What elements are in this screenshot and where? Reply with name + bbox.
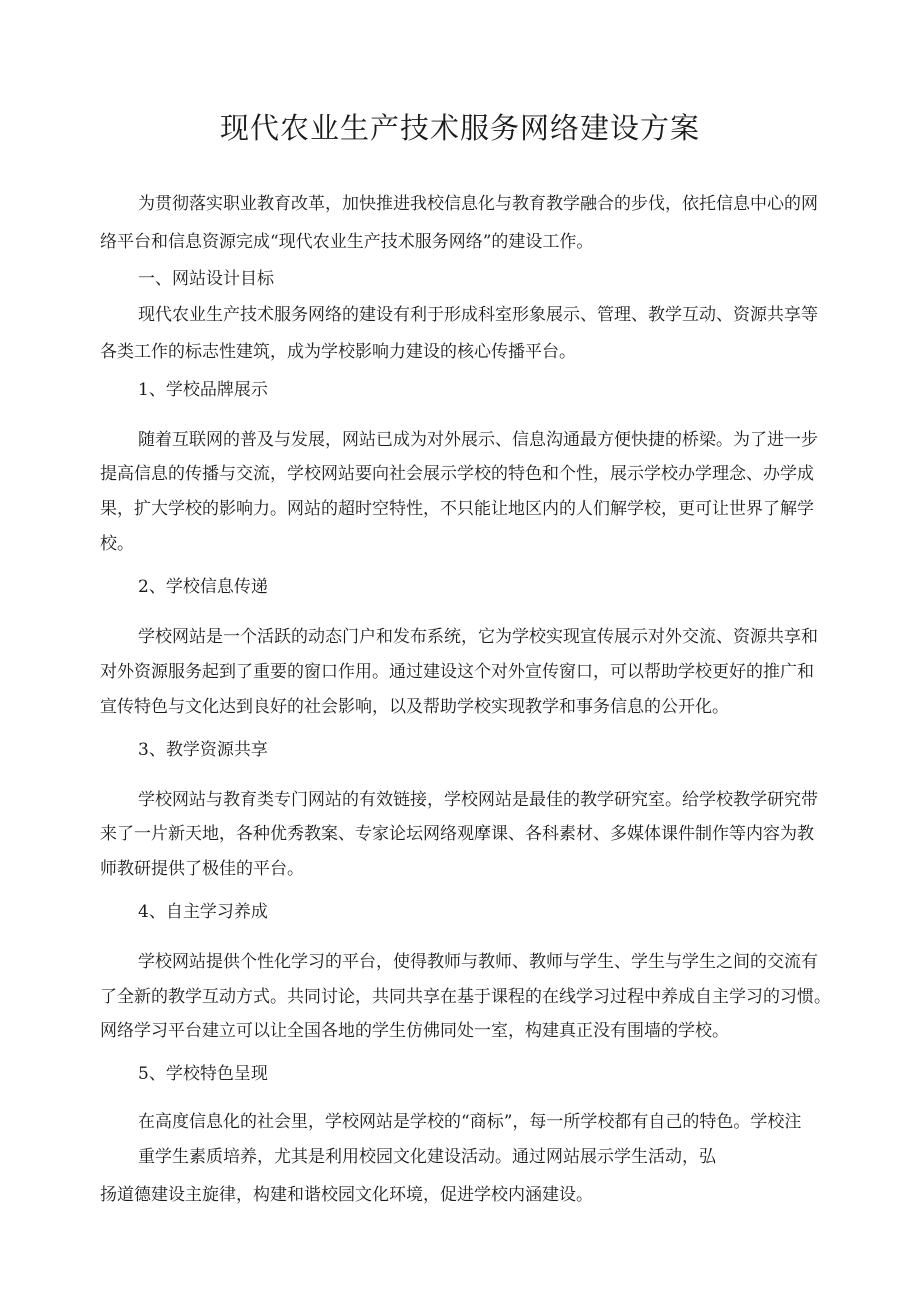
paragraph-line: 了全新的教学互动方式。共同讨论，共同共享在基于课程的在线学习过程中养成自主学习的习惯。 (100, 987, 831, 1007)
paragraph-line: 学校网站是一个活跃的动态门户和发布系统，它为学校实现宣传展示对外交流、资源共享和 (138, 627, 818, 647)
paragraph-line: 扬道德建设主旋律，构建和谐校园文化环境，促进学校内涵建设。 (100, 1185, 593, 1205)
paragraph-line: 学校网站与教育类专门网站的有效链接，学校网站是最佳的教学研究室。给学校教学研究带 (138, 790, 818, 810)
section-heading: 3、教学资源共享 (138, 740, 268, 760)
paragraph-line: 现代农业生产技术服务网络的建设有利于形成科室形象展示、管理、教学互动、资源共享等 (138, 305, 818, 325)
paragraph-line: 重学生素质培养，尤其是利用校园文化建设活动。通过网站展示学生活动，弘 (138, 1147, 716, 1167)
paragraph-line: 提高信息的传播与交流，学校网站要向社会展示学校的特色和个性，展示学校办学理念、办学成 (100, 464, 814, 484)
section-heading: 1、学校品牌展示 (138, 380, 268, 400)
paragraph-line: 宣传特色与文化达到良好的社会影响，以及帮助学校实现教学和事务信息的公开化。 (100, 697, 729, 717)
paragraph-line: 师教研提供了极佳的平台。 (100, 859, 304, 879)
paragraph-line: 络平台和信息资源完成“现代农业生产技术服务网络”的建设工作。 (100, 232, 594, 252)
section-heading: 5、学校特色呈现 (138, 1064, 268, 1084)
section-heading: 4、自主学习养成 (138, 902, 268, 922)
paragraph-line: 各类工作的标志性建筑，成为学校影响力建设的核心传播平台。 (100, 342, 576, 362)
paragraph-line: 学校网站提供个性化学习的平台，使得教师与教师、教师与学生、学生与学生之间的交流有 (138, 952, 818, 972)
paragraph-line: 为贯彻落实职业教育改革，加快推进我校信息化与教育教学融合的步伐，依托信息中心的网 (138, 194, 818, 214)
paragraph-line: 来了一片新天地，各种优秀教案、专家论坛网络观摩课、各科素材、多媒体课件制作等内容为教 (100, 824, 814, 844)
paragraph-line: 网络学习平台建立可以让全国各地的学生仿佛同处一室，构建真正没有围墙的学校。 (100, 1021, 729, 1041)
section-heading: 2、学校信息传递 (138, 577, 268, 597)
paragraph-line: 果，扩大学校的影响力。网站的超时空特性，不只能让地区内的人们解学校，更可让世界了解学 (100, 499, 814, 519)
section-heading: 一、网站设计目标 (138, 269, 274, 289)
paragraph-line: 校。 (100, 534, 134, 554)
page-title: 现代农业生产技术服务网络建设方案 (219, 111, 700, 145)
paragraph-line: 对外资源服务起到了重要的窗口作用。通过建设这个对外宣传窗口，可以帮助学校更好的推广和 (100, 662, 814, 682)
paragraph-line: 随着互联网的普及与发展，网站已成为对外展示、信息沟通最方便快捷的桥梁。为了进一步 (138, 430, 818, 450)
paragraph-line: 在高度信息化的社会里，学校网站是学校的“商标”，每一所学校都有自己的特色。学校注 (138, 1112, 802, 1132)
